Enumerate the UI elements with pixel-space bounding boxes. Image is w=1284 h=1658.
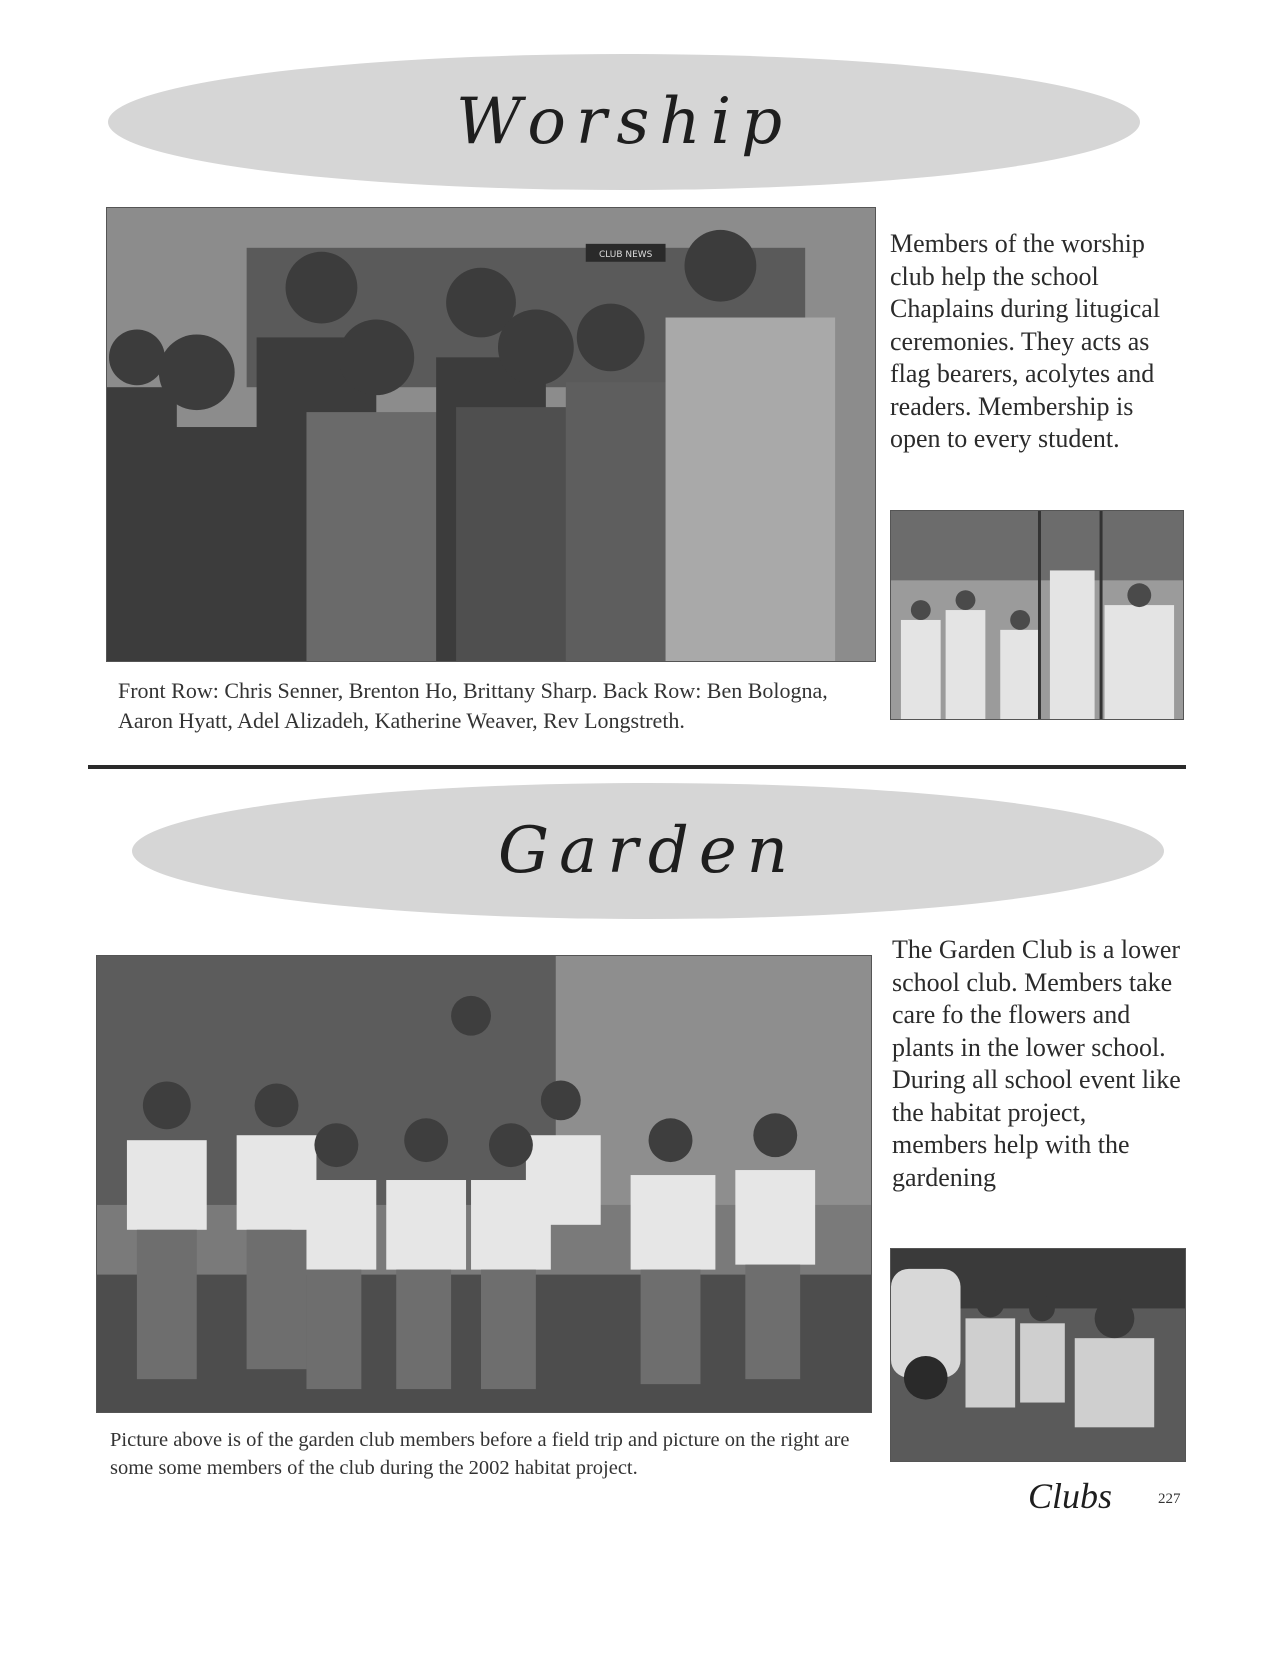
garden-description: The Garden Club is a lower school club. Members take care fo the flowers and plants in the lower school. During all school event like the habitat project, members help with the gardening — [892, 935, 1181, 1192]
worship-photo-caption: Front Row: Chris Senner, Brenton Ho, Brittany Sharp. Back Row: Ben Bologna, Aaron Hyatt, Adel Alizadeh, Katherine Weaver, Rev Longstreth. — [118, 678, 828, 733]
habitat-project-photo — [890, 1248, 1186, 1462]
worship-procession-photo — [890, 510, 1184, 720]
garden-group-photo-art — [97, 956, 871, 1412]
worship-title-banner — [108, 54, 1140, 190]
worship-group-photo — [106, 207, 876, 662]
garden-group-photo — [96, 955, 872, 1413]
habitat-project-photo-art — [891, 1249, 1185, 1461]
worship-procession-photo-art — [891, 511, 1183, 719]
worship-group-photo-art — [107, 208, 875, 661]
garden-photo-caption: Picture above is of the garden club members before a field trip and picture on the right are some some members of the club during the 2002 habitat project. — [110, 1429, 850, 1479]
page-number: 227 — [1158, 1491, 1181, 1507]
garden-title: Garden — [498, 814, 798, 888]
section-divider — [88, 765, 1186, 769]
worship-title: Worship — [455, 85, 793, 159]
club-news-sign: CLUB NEWS — [599, 249, 653, 260]
garden-title-banner — [132, 783, 1164, 919]
section-label: Clubs — [1028, 1476, 1113, 1516]
worship-description: Members of the worship club help the school Chaplains during litugical ceremonies. They acts as flag bearers, acolytes and readers. Membership is open to every student. — [890, 229, 1161, 453]
